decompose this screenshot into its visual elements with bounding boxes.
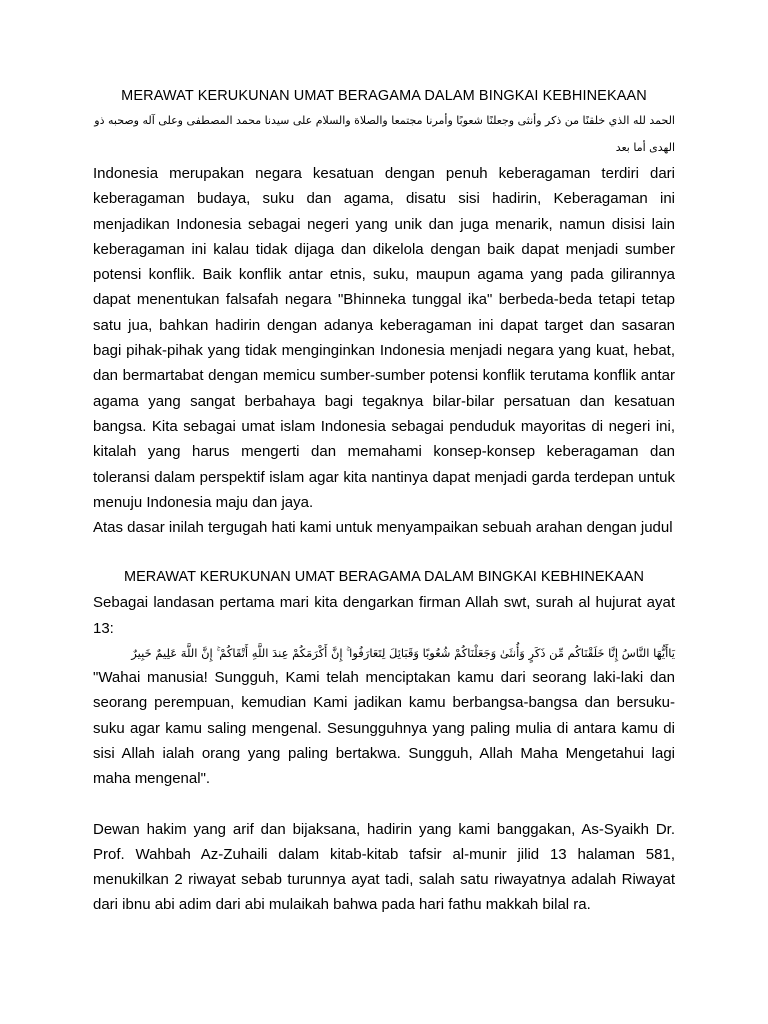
verse-translation: "Wahai manusia! Sungguh, Kami telah menciptakan kamu dari seorang laki-laki dan seorang perempuan, kemudian Kami jadikan kamu berbangsa-bangsa dan bersuku-suku agar kamu saling mengenal. Sesungguhnya yang paling mulia di antara kamu di sisi Allah ialah orang yang paling bertakwa. Sungguh, Allah Maha Mengetahui lagi maha mengenal". (93, 669, 675, 788)
paragraph-introduction: Indonesia merupakan negara kesatuan dengan penuh keberagaman terdiri dari keberagaman budaya, suku dan agama, disatu sisi hadirin, Keberagaman ini menjadikan Indonesia sebagai negeri yang unik dan juga menarik, namun disisi lain keberagaman ini kalau tidak dijaga dan dikelola dengan baik dapat menjadi sumber potensi konflik. Baik konflik antar etnis, suku, maupun agama yang pada gilirannya dapat menentukan falsafah negara "Bhinneka tunggal ika" berbeda-beda tetapi tetap satu jua, bahkan hadirin dengan adanya keberagaman ini dapat target dan sasaran bagi pihak-pihak yang tidak menginginkan Indonesia menjadi negara yang kuat, hebat, dan bermartabat dengan memicu sumber-sumber potensi konflik terutama konflik antar agama yang sangat berbahaya bagi tegaknya bilar-bilar persatuan dan kesatuan bangsa. Kita sebagai umat islam Indonesia sebagai penduduk mayoritas di negeri ini, kitalah yang harus mengerti dan memahami konsep-konsep keberagaman dan toleransi dalam perspektif islam agar kita nantinya dapat menjadi garda terdepan untuk menuju Indonesia maju dan jaya. (93, 165, 675, 511)
repeated-title: MERAWAT KERUKUNAN UMAT BERAGAMA DALAM BINGKAI KEBHINEKAAN (124, 569, 644, 586)
blank-line (93, 540, 675, 565)
opening-arabic-text: الحمد لله الذي خلقنًا من ذكر وأنثى وجعلنًا شعوبًا وأمرنا مجتمعا والصلاة والسلام على سيدنا محمد المصطفى وعلى آله وصحبه ذو الهدى أما بعد (94, 114, 675, 154)
paragraph-tafsir: Dewan hakim yang arif dan bijaksana, hadirin yang kami banggakan, As-Syaikh Dr. Prof. Wahbah Az-Zuhaili dalam kitab-kitab tafsir al-munir jilid 13 halaman 581, menukilkan 2 riwayat sebab turunnya ayat tadi, salah satu riwayatnya adalah Riwayat dari ibnu abi adim dari abi mulaikah bahwa pada hari fathu makkah bilal ra. (93, 820, 675, 914)
paragraph-quran-intro: Sebagai landasan pertama mari kita dengarkan firman Allah swt, surah al hujurat ayat 13: (93, 594, 675, 637)
document-title: MERAWAT KERUKUNAN UMAT BERAGAMA DALAM BINGKAI KEBHINEKAAN (121, 88, 647, 104)
document-page (93, 86, 675, 918)
quran-verse-arabic: يَاأَيُّهَا النَّاسُ إِنَّا خَلَقْنَاكُم مِّن ذَكَرٍ وَأُنثَىٰ وَجَعَلْنَاكُمْ شُعُوبًا وَقَبَائِلَ لِتَعَارَفُوا ۚ إِنَّ أَكْرَمَكُمْ عِندَ اللَّهِ أَتْقَاكُمْ ۚ إِنَّ اللَّهَ عَلِيمٌ خَبِيرٌ (131, 646, 675, 661)
blank-line-2 (93, 792, 675, 817)
paragraph-purpose: Atas dasar inilah tergugah hati kami untuk menyampaikan sebuah arahan dengan judul (93, 519, 673, 537)
